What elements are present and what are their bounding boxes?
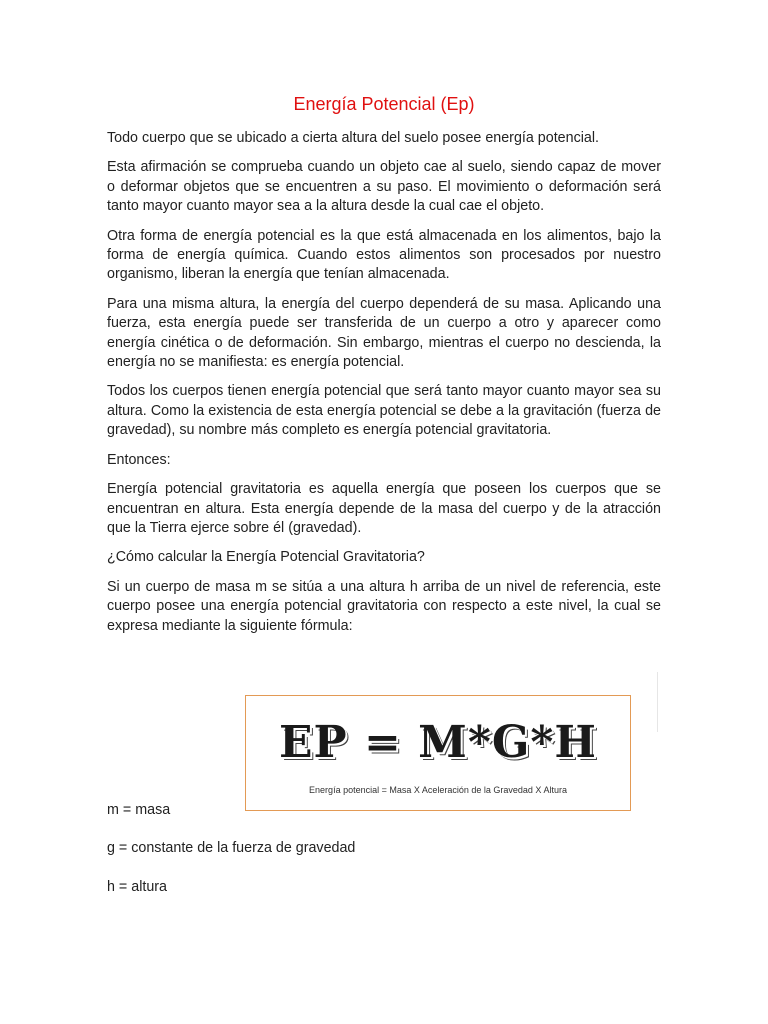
paragraph-formula-intro: Si un cuerpo de masa m se sitúa a una altura h arriba de un nivel de referencia, este cuerpo posee una energía potencial gravitatoria con respecto a este nivel, la cual se expresa mediante la siguiente fórmula:: [107, 578, 661, 634]
paragraph-entonces: Entonces:: [107, 451, 171, 468]
paragraph-intro: Todo cuerpo que se ubicado a cierta altura del suelo posee energía potencial.: [107, 130, 599, 146]
variable-height: h = altura: [107, 878, 168, 895]
document-body: [107, 92, 661, 646]
image-edge-divider: [657, 672, 658, 732]
paragraph-question: ¿Cómo calcular la Energía Potencial Gravitatoria?: [107, 549, 425, 566]
formula-caption: Energía potencial = Masa X Aceleración de la Gravedad X Altura: [309, 785, 567, 795]
paragraph-affirmation: Esta afirmación se comprueba cuando un objeto cae al suelo, siendo capaz de mover o deformar objetos que se encuentren a su paso. El movimiento o deformación será tanto mayor cuanto mayor sea a la altura desde la cual cae el objeto.: [107, 159, 661, 215]
paragraph-food-energy: Otra forma de energía potencial es la que está almacenada en los alimentos, bajo la forma de energía química. Cuando estos alimentos son procesados por nuestro organismo, liberan la energía que tenían almacenada.: [107, 227, 661, 283]
variable-mass: m = masa: [107, 802, 171, 818]
paragraph-height-dependence: Todos los cuerpos tienen energía potencial que será tanto mayor cuanto mayor sea su altura. Como la existencia de esta energía potencial se debe a la gravitación (fuerza de gravedad), su nombre más completo es energía potencial gravitatoria.: [107, 383, 661, 439]
formula-image: [245, 695, 631, 811]
paragraph-mass-dependence: Para una misma altura, la energía del cuerpo dependerá de su masa. Aplicando una fuerza, esta energía puede ser transferida de un cuerpo a otro y aparecer como energía cinética o de deformación. Sin embargo, mientras el cuerpo no descienda, la energía no se manifiesta: es energía potencial.: [107, 295, 661, 371]
variable-gravity: g = constante de la fuerza de gravedad: [107, 840, 356, 857]
paragraph-definition: Energía potencial gravitatoria es aquella energía que poseen los cuerpos que se encuentran en altura. Esta energía depende de la masa del cuerpo y de la atracción que la Tierra ejerce sobre él (gravedad).: [107, 481, 661, 536]
page-title: Energía Potencial (Ep): [293, 94, 475, 114]
variable-definitions: [107, 801, 355, 916]
formula-equation: EP = M*G*H: [279, 717, 597, 768]
